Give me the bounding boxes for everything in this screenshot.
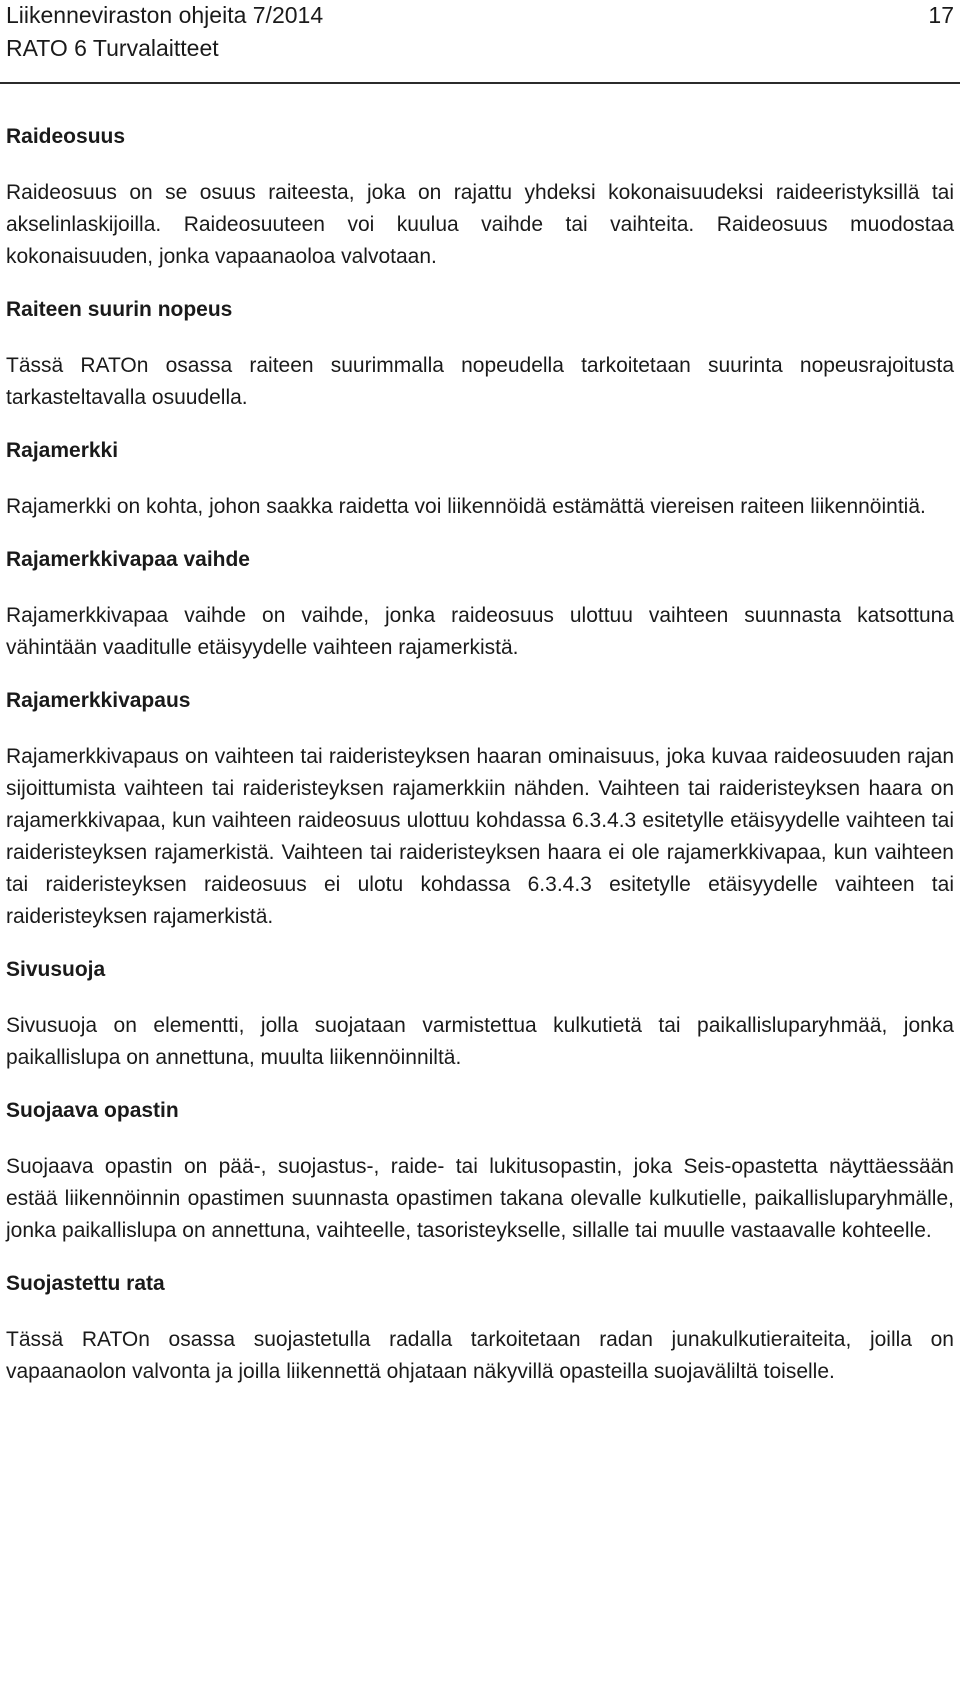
term-rajamerkkivapaa-vaihde <box>6 544 954 664</box>
publication-title: Liikenneviraston ohjeita 7/2014 <box>6 2 324 28</box>
term-definition: Sivusuoja on elementti, jolla suojataan varmistettua kulkutietä tai paikallisluparyhmää, jonka paikallislupa on annettuna, muulta liikennöinniltä. <box>6 1014 954 1069</box>
term-rajamerkki <box>6 435 954 523</box>
term-definition: Tässä RATOn osassa suojastetulla radalla tarkoitetaan radan junakulkutieraiteita, joilla on vapaanaolon valvonta ja joilla liikennettä ohjataan näkyvillä opasteilla suojaväliltä toiselle. <box>6 1328 954 1383</box>
section-title: RATO 6 Turvalaitteet <box>6 35 219 61</box>
term-rajamerkkivapaus <box>6 685 954 933</box>
term-suojaava-opastin <box>6 1095 954 1247</box>
term-heading: Suojaava opastin <box>6 1099 179 1122</box>
definitions-list <box>6 121 954 1409</box>
term-definition: Rajamerkkivapaus on vaihteen tai raideristeyksen haaran ominaisuus, joka kuvaa raideosuuden rajan sijoittumista vaihteen tai raideristeyksen rajamerkkiin nähden. Vaihteen tai raideristeyksen haara on rajamerkkivapaa, kun vaihteen raideosuus ulottuu kohdassa 6.3.4.3 esitetylle etäisyydelle vaihteen tai raideristeyksen rajamerkistä. Vaihteen tai raideristeyksen haara ei ole rajamerkkivapaa, kun vaihteen tai raideristeyksen raideosuus ei ulotu kohdassa 6.3.4.3 esitetylle etäisyydelle vaihteen tai raideristeyksen rajamerkistä. <box>6 745 954 928</box>
term-suojastettu-rata <box>6 1268 954 1388</box>
term-heading: Rajamerkki <box>6 439 119 462</box>
term-heading: Rajamerkkivapaus <box>6 689 191 712</box>
header-divider <box>0 82 960 84</box>
term-sivusuoja <box>6 954 954 1074</box>
term-heading: Sivusuoja <box>6 958 106 981</box>
term-definition: Raideosuus on se osuus raiteesta, joka on rajattu yhdeksi kokonaisuudeksi raideeristyksillä tai akselinlaskijoilla. Raideosuuteen voi kuulua vaihde tai vaihteita. Raideosuus muodostaa kokonaisuuden, jonka vapaanaoloa valvotaan. <box>6 181 954 268</box>
page-number: 17 <box>928 2 954 28</box>
term-definition: Rajamerkkivapaa vaihde on vaihde, jonka raideosuus ulottuu vaihteen suunnasta katsottuna vähintään vaaditulle etäisyydelle vaihteen rajamerkistä. <box>6 604 954 659</box>
term-heading: Suojastettu rata <box>6 1272 165 1295</box>
term-definition: Suojaava opastin on pää-, suojastus-, raide- tai lukitusopastin, joka Seis-opastetta näyttäessään estää liikennöinnin opastimen suunnasta opastimen takana olevalle kulkutielle, paikallisluparyhmälle, jonka paikallislupa on annettuna, vaihteelle, tasoristeykselle, sillalle tai muulle vastaavalle kohteelle. <box>6 1155 954 1242</box>
term-definition: Rajamerkki on kohta, johon saakka raidetta voi liikennöidä estämättä viereisen raiteen liikennöintiä. <box>6 495 926 518</box>
term-raideosuus <box>6 121 954 273</box>
term-raiteen-suurin-nopeus <box>6 294 954 414</box>
term-heading: Raiteen suurin nopeus <box>6 298 233 321</box>
term-heading: Raideosuus <box>6 125 126 148</box>
page-header <box>0 0 960 86</box>
term-definition: Tässä RATOn osassa raiteen suurimmalla nopeudella tarkoitetaan suurinta nopeusrajoitusta tarkasteltavalla osuudella. <box>6 354 954 409</box>
term-heading: Rajamerkkivapaa vaihde <box>6 548 250 571</box>
